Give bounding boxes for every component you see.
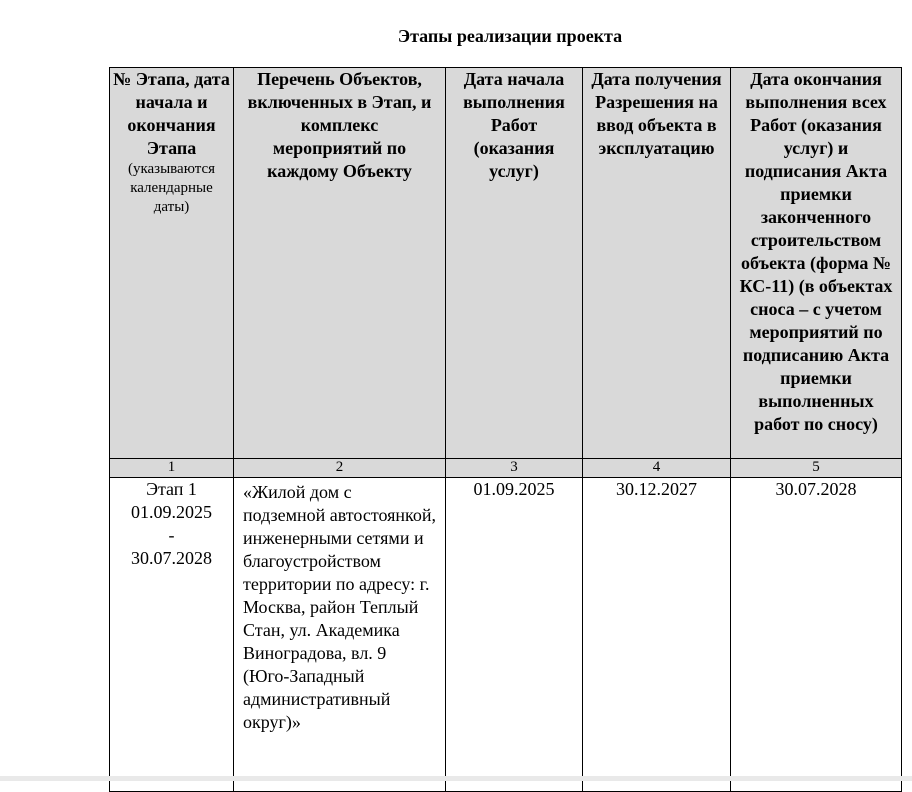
header-stage-dates-label: № Этапа, дата начала и окончания Этапа	[113, 69, 230, 158]
header-completion-date-label: Дата окончания выполнения всех Работ (оказания услуг) и подписания Акта приемки законченного строительством объекта (форма № КС-11) (в объектах сноса – с учетом мероприятий по подписанию Акта приемки выполненных работ по сносу)	[739, 69, 893, 434]
column-number-1: 1	[110, 459, 234, 478]
objects-cell: «Жилой дом с подземной автостоянкой, инженерными сетями и благоустройством территории по адресу: г. Москва, район Теплый Стан, ул. Академика Виноградова, вл. 9 (Юго-Западный административный округ)»	[234, 478, 446, 792]
work-start-cell: 01.09.2025	[446, 478, 583, 792]
header-completion-date	[731, 68, 902, 459]
table-header-row	[110, 68, 902, 459]
stage-name: Этап 1	[146, 479, 197, 499]
document-title: Этапы реализации проекта	[397, 26, 623, 46]
stage-cell	[110, 478, 234, 792]
header-stage-dates	[110, 68, 234, 459]
header-permit-date	[583, 68, 731, 459]
page-bottom-edge	[0, 776, 912, 781]
project-stages-table	[109, 67, 902, 792]
column-number-2: 2	[234, 459, 446, 478]
header-work-start-label: Дата начала выполнения Работ (оказания услуг)	[463, 69, 565, 181]
column-number-row	[110, 459, 902, 478]
stage-start-date: 01.09.2025	[131, 502, 212, 522]
column-number-5: 5	[731, 459, 902, 478]
permit-date-cell: 30.12.2027	[583, 478, 731, 792]
stage-date-separator: -	[168, 525, 175, 545]
column-number-4: 4	[583, 459, 731, 478]
table-row	[110, 478, 902, 792]
header-objects-list-label: Перечень Объектов, включенных в Этап, и комплекс мероприятий по каждому Объекту	[247, 69, 432, 181]
stage-end-date: 30.07.2028	[131, 548, 212, 568]
header-permit-date-label: Дата получения Разрешения на ввод объекта в эксплуатацию	[591, 69, 722, 158]
header-objects-list	[234, 68, 446, 459]
header-work-start	[446, 68, 583, 459]
completion-date-cell: 30.07.2028	[731, 478, 902, 792]
header-stage-dates-note: (указываются календарные даты)	[127, 161, 216, 215]
column-number-3: 3	[446, 459, 583, 478]
